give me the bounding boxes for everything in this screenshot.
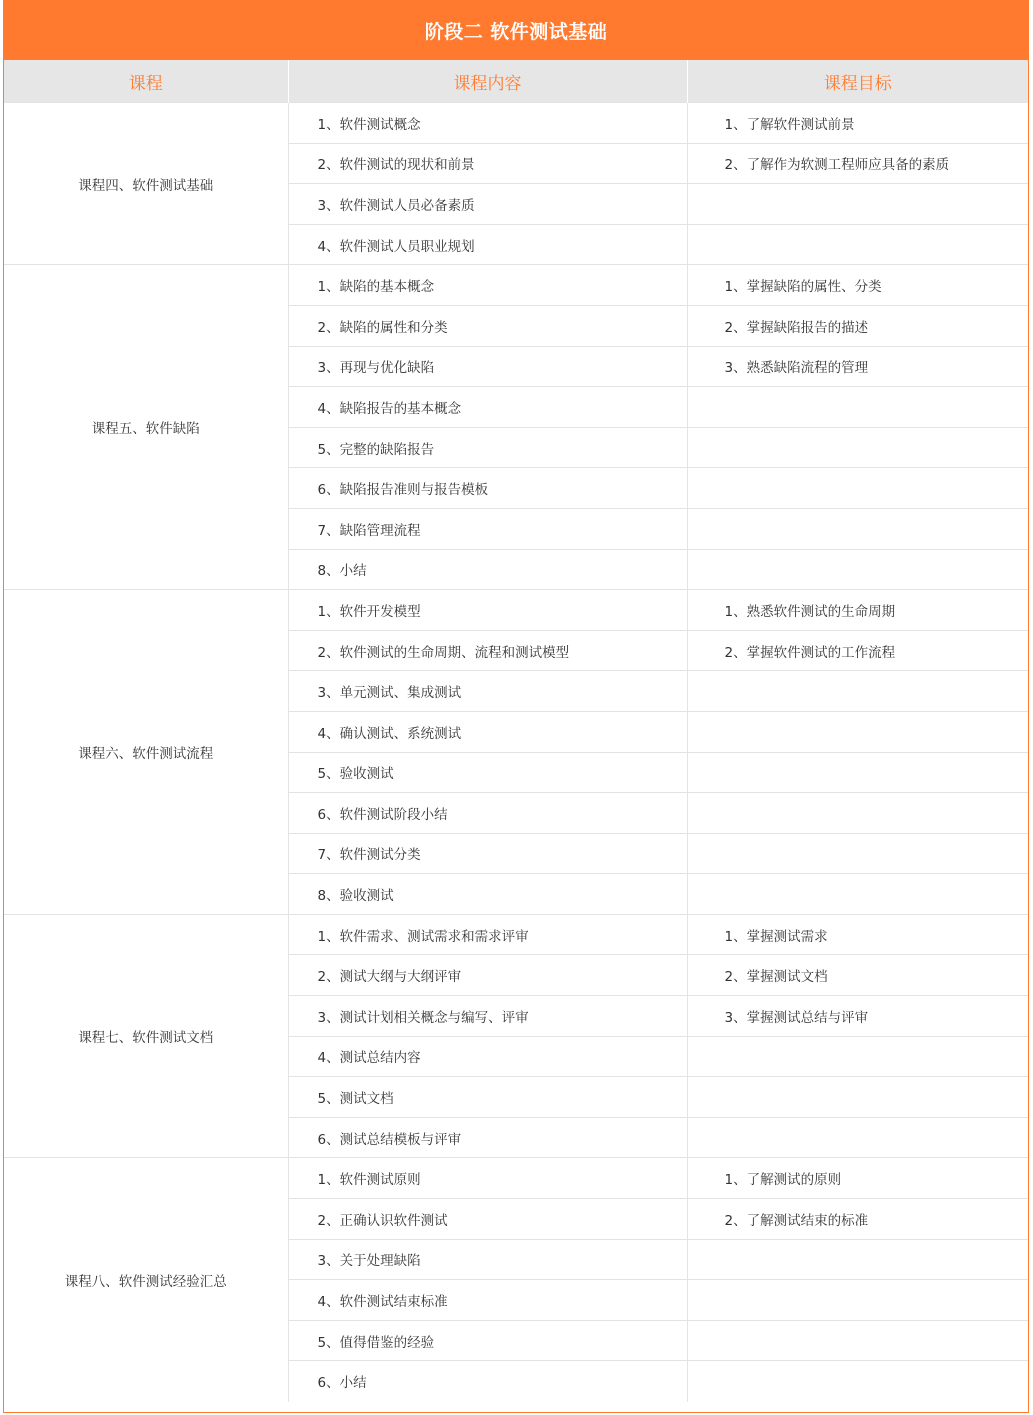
content-item-cell: 5、完整的缺陷报告 bbox=[288, 427, 687, 468]
content-item-cell: 3、单元测试、集成测试 bbox=[288, 671, 687, 712]
goal-item-cell bbox=[687, 1361, 1028, 1402]
goal-item-cell: 2、掌握缺陷报告的描述 bbox=[687, 305, 1028, 346]
content-item-cell: 3、关于处理缺陷 bbox=[288, 1239, 687, 1280]
goal-item-cell bbox=[687, 1280, 1028, 1321]
course-name-cell: 课程六、软件测试流程 bbox=[4, 590, 288, 915]
content-item-cell: 5、验收测试 bbox=[288, 752, 687, 793]
goal-item-cell bbox=[687, 1117, 1028, 1158]
content-item-cell: 1、软件需求、测试需求和需求评审 bbox=[288, 914, 687, 955]
content-item-cell: 7、软件测试分类 bbox=[288, 833, 687, 874]
goal-item-cell bbox=[687, 508, 1028, 549]
goal-item-cell: 1、了解软件测试前景 bbox=[687, 103, 1028, 144]
content-item-cell: 2、缺陷的属性和分类 bbox=[288, 305, 687, 346]
content-item-cell: 5、值得借鉴的经验 bbox=[288, 1320, 687, 1361]
content-item-cell: 4、缺陷报告的基本概念 bbox=[288, 387, 687, 428]
column-header-goal: 课程目标 bbox=[687, 60, 1028, 103]
goal-item-cell bbox=[687, 184, 1028, 225]
content-item-cell: 8、小结 bbox=[288, 549, 687, 590]
goal-item-cell bbox=[687, 549, 1028, 590]
goal-item-cell bbox=[687, 1320, 1028, 1361]
curriculum-table bbox=[4, 60, 1028, 1402]
content-item-cell: 2、软件测试的现状和前景 bbox=[288, 143, 687, 184]
table-row bbox=[4, 590, 1028, 631]
goal-item-cell bbox=[687, 833, 1028, 874]
goal-item-cell bbox=[687, 387, 1028, 428]
content-item-cell: 6、软件测试阶段小结 bbox=[288, 793, 687, 834]
goal-item-cell bbox=[687, 711, 1028, 752]
content-item-cell: 2、测试大纲与大纲评审 bbox=[288, 955, 687, 996]
content-item-cell: 3、测试计划相关概念与编写、评审 bbox=[288, 996, 687, 1037]
goal-item-cell bbox=[687, 468, 1028, 509]
table-row bbox=[4, 265, 1028, 306]
content-item-cell: 4、软件测试人员职业规划 bbox=[288, 224, 687, 265]
column-header-content: 课程内容 bbox=[288, 60, 687, 103]
content-item-cell: 4、软件测试结束标准 bbox=[288, 1280, 687, 1321]
content-item-cell: 2、软件测试的生命周期、流程和测试模型 bbox=[288, 630, 687, 671]
content-item-cell: 5、测试文档 bbox=[288, 1077, 687, 1118]
course-name-cell: 课程七、软件测试文档 bbox=[4, 914, 288, 1158]
content-item-cell: 1、软件开发模型 bbox=[288, 590, 687, 631]
goal-item-cell: 2、掌握软件测试的工作流程 bbox=[687, 630, 1028, 671]
content-item-cell: 4、确认测试、系统测试 bbox=[288, 711, 687, 752]
course-name-cell: 课程五、软件缺陷 bbox=[4, 265, 288, 590]
course-name-cell: 课程四、软件测试基础 bbox=[4, 103, 288, 265]
content-item-cell: 3、再现与优化缺陷 bbox=[288, 346, 687, 387]
goal-item-cell bbox=[687, 671, 1028, 712]
goal-item-cell bbox=[687, 427, 1028, 468]
goal-item-cell bbox=[687, 1036, 1028, 1077]
goal-item-cell: 1、了解测试的原则 bbox=[687, 1158, 1028, 1199]
content-item-cell: 6、缺陷报告准则与报告模板 bbox=[288, 468, 687, 509]
content-item-cell: 1、软件测试原则 bbox=[288, 1158, 687, 1199]
content-item-cell: 6、测试总结模板与评审 bbox=[288, 1117, 687, 1158]
table-row bbox=[4, 103, 1028, 144]
goal-item-cell: 1、掌握缺陷的属性、分类 bbox=[687, 265, 1028, 306]
content-item-cell: 6、小结 bbox=[288, 1361, 687, 1402]
goal-item-cell: 2、了解测试结束的标准 bbox=[687, 1199, 1028, 1240]
goal-item-cell: 1、熟悉软件测试的生命周期 bbox=[687, 590, 1028, 631]
goal-item-cell: 2、了解作为软测工程师应具备的素质 bbox=[687, 143, 1028, 184]
course-body bbox=[4, 103, 1028, 1402]
content-item-cell: 8、验收测试 bbox=[288, 874, 687, 915]
goal-item-cell: 3、掌握测试总结与评审 bbox=[687, 996, 1028, 1037]
goal-item-cell bbox=[687, 874, 1028, 915]
table-row bbox=[4, 914, 1028, 955]
course-name-cell: 课程八、软件测试经验汇总 bbox=[4, 1158, 288, 1402]
table-row bbox=[4, 1158, 1028, 1199]
content-item-cell: 1、缺陷的基本概念 bbox=[288, 265, 687, 306]
column-header-course: 课程 bbox=[4, 60, 288, 103]
goal-item-cell bbox=[687, 752, 1028, 793]
goal-item-cell bbox=[687, 1239, 1028, 1280]
stage-title-text: 阶段二 软件测试基础 bbox=[424, 20, 608, 43]
content-item-cell: 1、软件测试概念 bbox=[288, 103, 687, 144]
goal-item-cell bbox=[687, 224, 1028, 265]
header-row bbox=[4, 60, 1028, 103]
goal-item-cell bbox=[687, 1077, 1028, 1118]
goal-item-cell: 2、掌握测试文档 bbox=[687, 955, 1028, 996]
goal-item-cell: 3、熟悉缺陷流程的管理 bbox=[687, 346, 1028, 387]
stage-title bbox=[3, 0, 1029, 60]
content-item-cell: 7、缺陷管理流程 bbox=[288, 508, 687, 549]
content-item-cell: 4、测试总结内容 bbox=[288, 1036, 687, 1077]
content-item-cell: 3、软件测试人员必备素质 bbox=[288, 184, 687, 225]
goal-item-cell: 1、掌握测试需求 bbox=[687, 914, 1028, 955]
content-item-cell: 2、正确认识软件测试 bbox=[288, 1199, 687, 1240]
goal-item-cell bbox=[687, 793, 1028, 834]
